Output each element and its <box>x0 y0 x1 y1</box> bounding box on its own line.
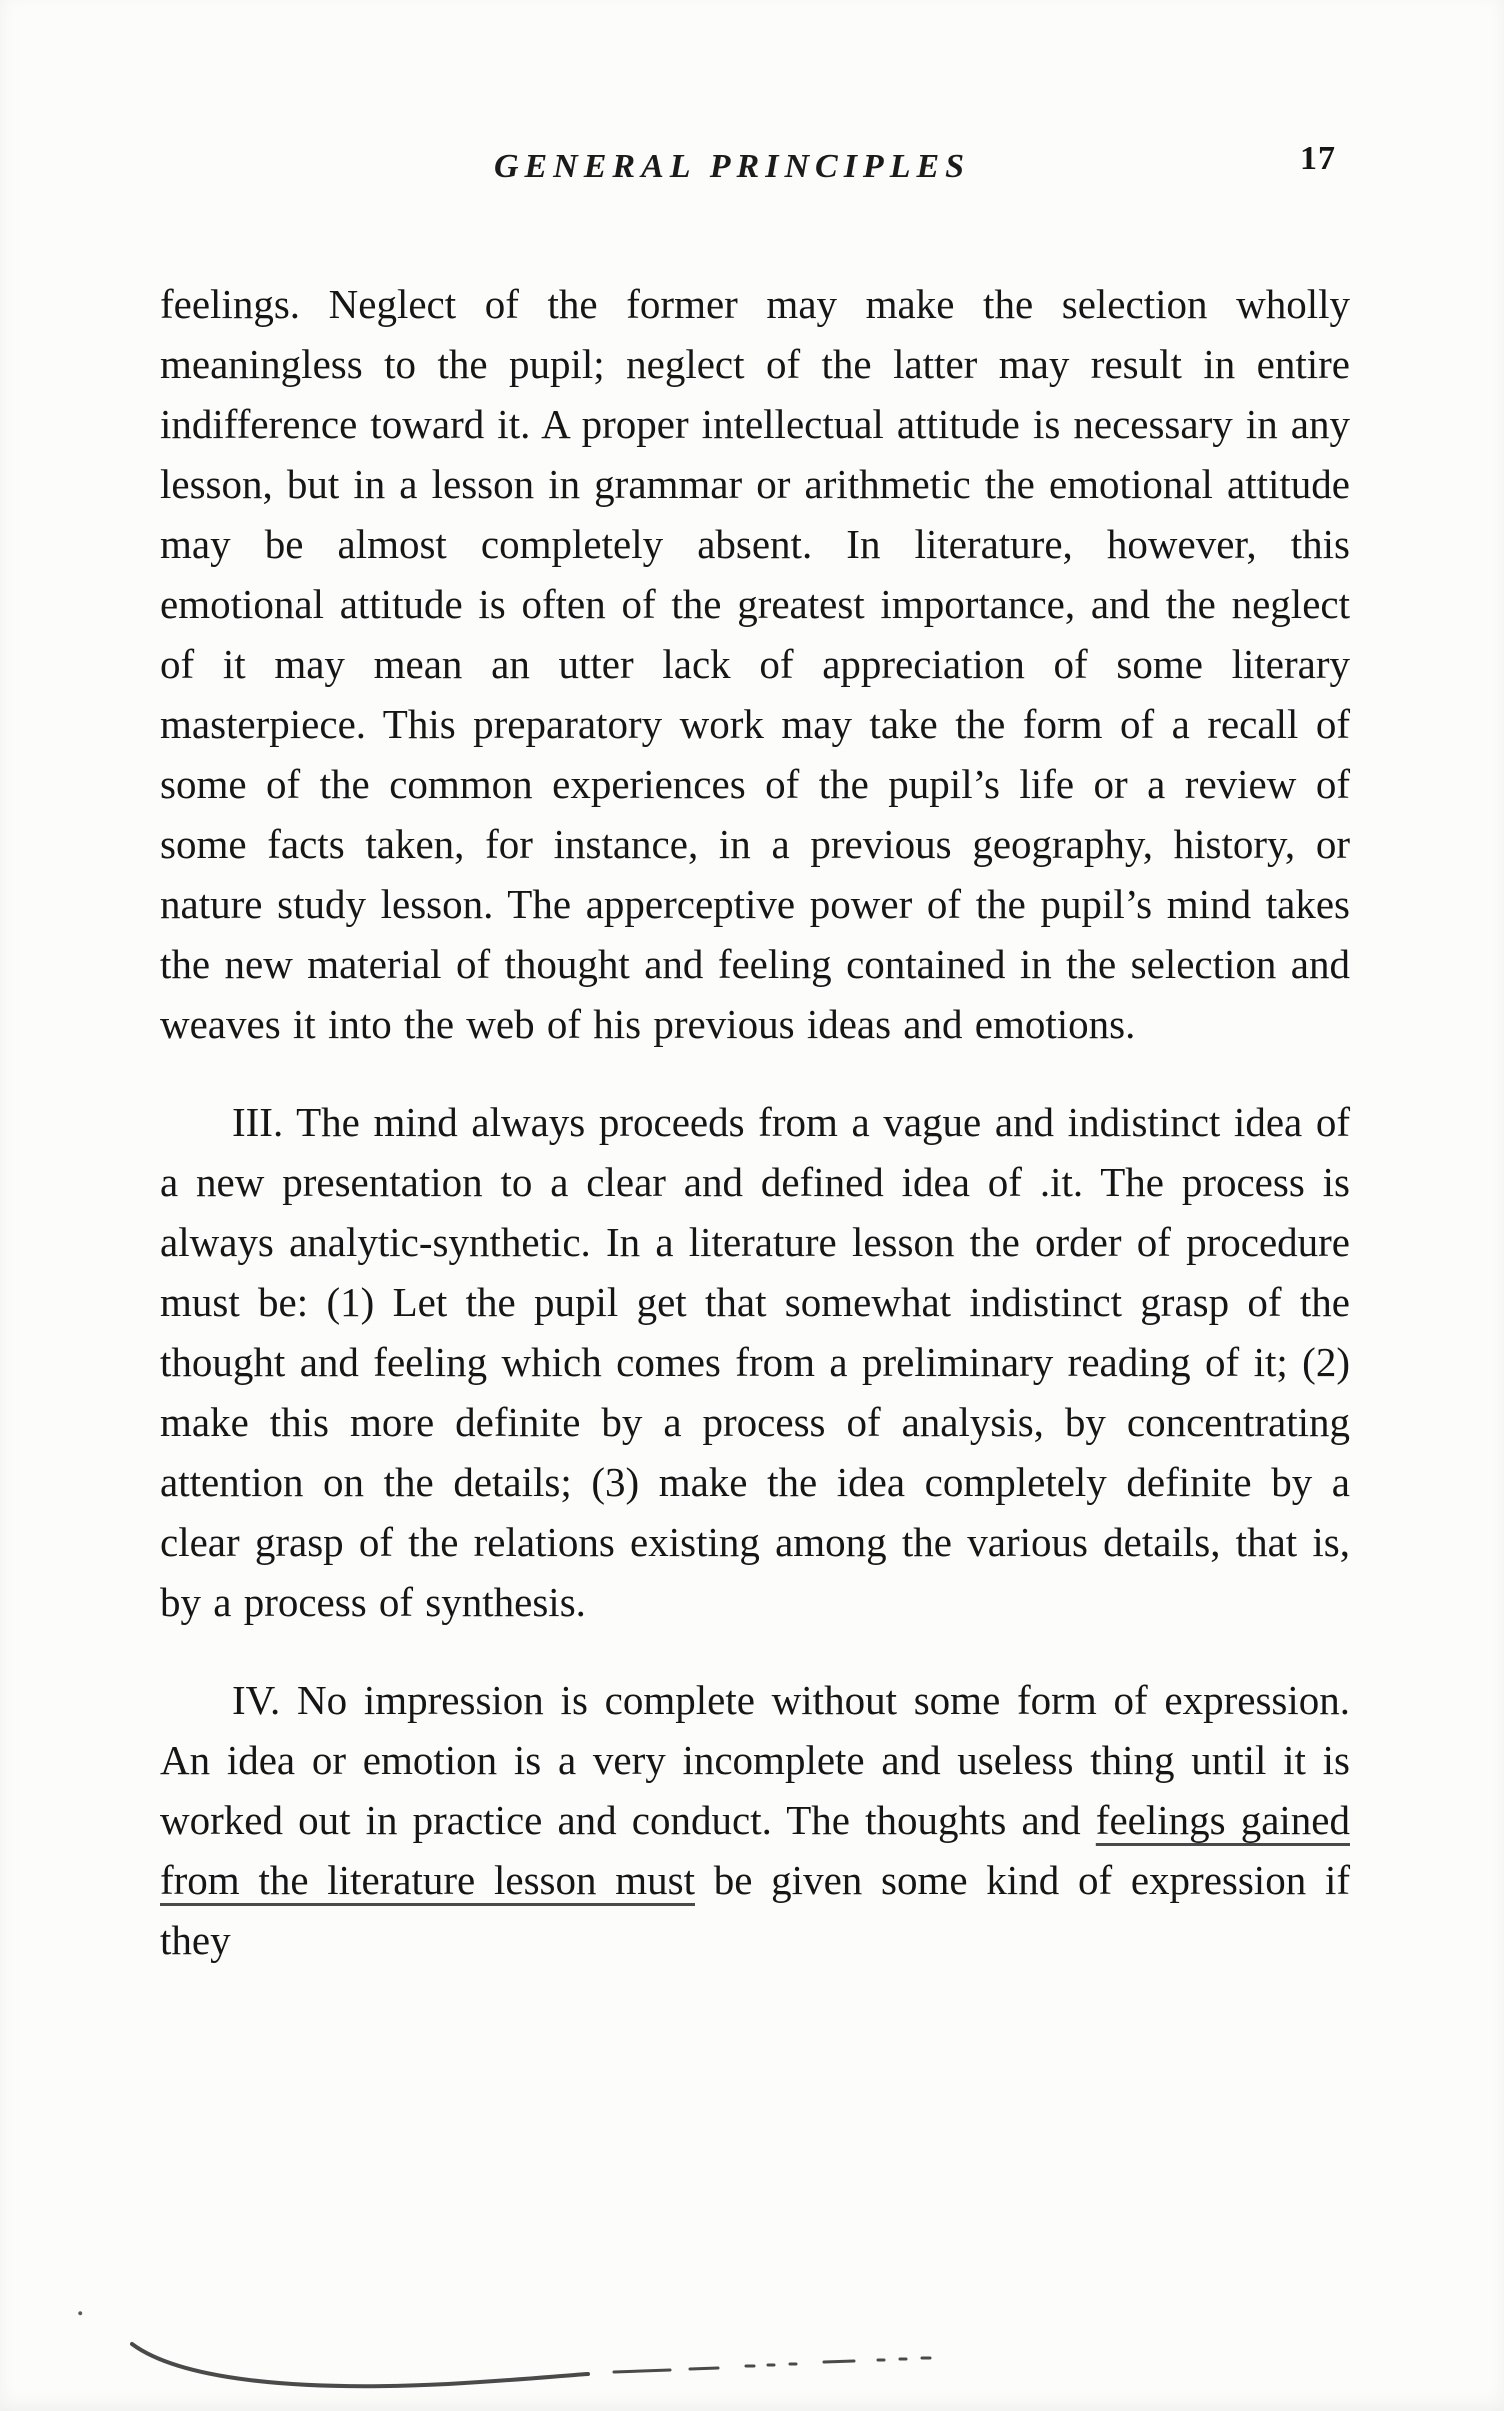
paragraph-segment: be given some kind of expression if they <box>160 1857 1350 1963</box>
pencil-flourish-mark <box>118 2332 1098 2411</box>
body-paragraph <box>160 1670 1350 1970</box>
page-number: 17 <box>1300 140 1336 177</box>
body-paragraph: III. The mind always proceeds from a vague and indistinct idea of a new presentation to a clear and defined idea of .it. The process is always analytic-synthetic. In a literature lesson the order of procedure must be: (1) Let the pupil get that somewhat indistinct grasp of the thought and feeling which comes from a preliminary reading of it; (2) make this more definite by a process of analysis, by concentrating attention on the details; (3) make the idea completely definite by a clear grasp of the relations existing among the various details, that is, by a process of synthesis. <box>160 1099 1350 1625</box>
running-head <box>0 0 1504 208</box>
paragraph-segment: IV. No impression is complete without some form of expression. An idea or emotion is a very incomplete and useless thing until it is worked out in practice and conduct. The thoughts and <box>160 1677 1350 1843</box>
body-text <box>160 274 1350 1970</box>
body-paragraph: feelings. Neglect of the former may make the selection wholly meaningless to the pupil; neglect of the latter may result in entire indifference toward it. A proper intellectual attitude is necessary in any lesson, but in a lesson in grammar or arithmetic the emotional attitude may be almost completely absent. In literature, however, this emotional attitude is often of the greatest importance, and the neglect of it may mean an utter lack of appreciation of some literary masterpiece. This preparatory work may take the form of a recall of some of the common experiences of the pupil’s life or a review of some facts taken, for instance, in a previous geography, history, or nature study lesson. The apperceptive power of the pupil’s mind takes the new material of thought and feeling contained in the selection and weaves it into the web of his previous ideas and emotions. <box>160 281 1350 1047</box>
stray-pencil-dot: . <box>76 2286 85 2323</box>
pencil-underlined-phrase: feelings gained from the literature lesson must <box>160 1797 1350 1903</box>
running-head-title: GENERAL PRINCIPLES <box>493 148 971 185</box>
